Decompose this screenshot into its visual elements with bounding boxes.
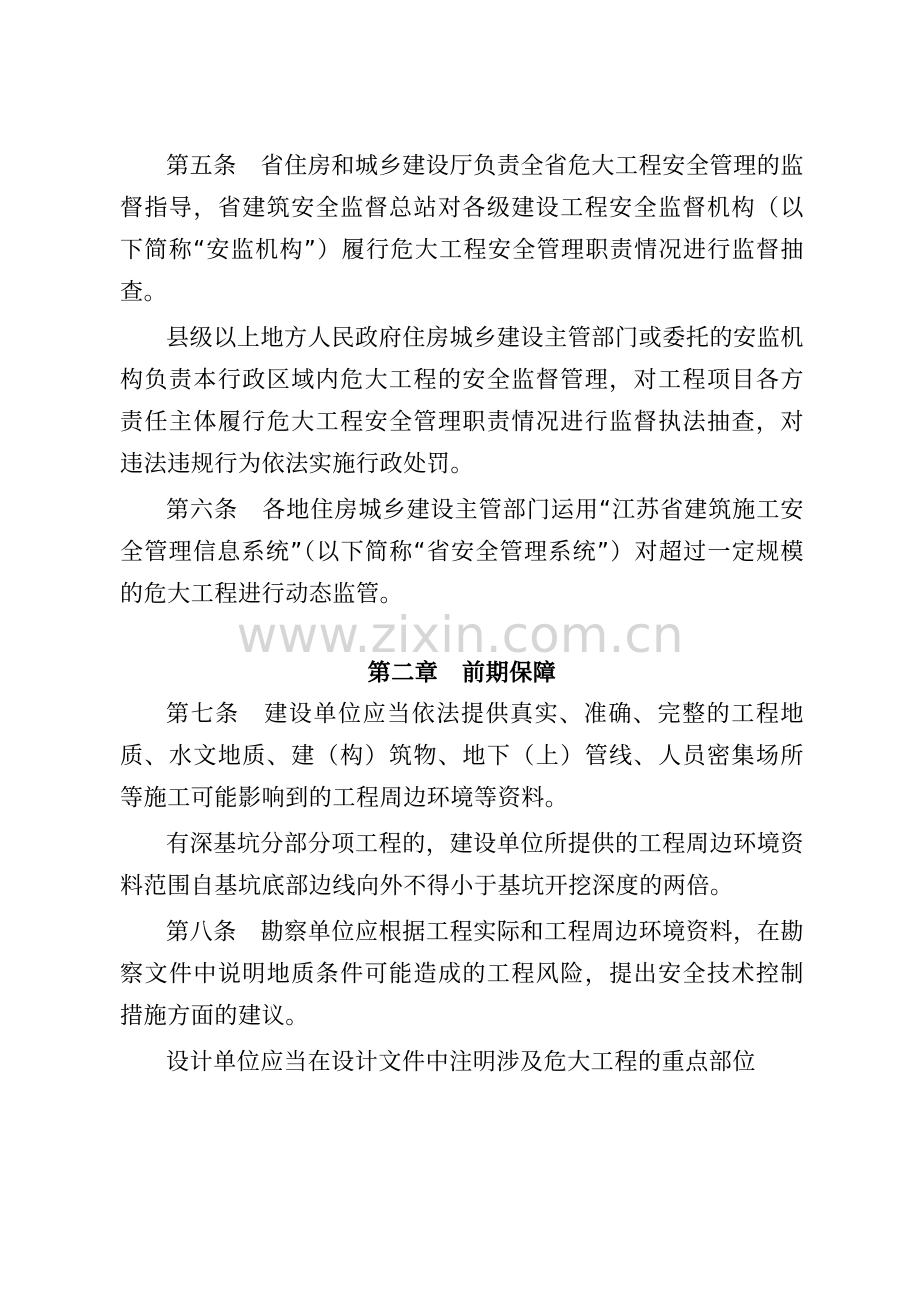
- article-6-paragraph: 第六条 各地住房城乡建设主管部门运用“江苏省建筑施工安全管理信息系统”（以下简称“省安全管理系统”）对超过一定规模的危大工程进行动态监管。: [120, 497, 804, 607]
- article-8-paragraph: 第八条 勘察单位应根据工程实际和工程周边环境资料，在勘察文件中说明地质条件可能造成的工程风险，提出安全技术控制措施方面的建议。: [120, 919, 804, 1029]
- deep-foundation-paragraph: 有深基坑分部分项工程的，建设单位所提供的工程周边环境资料范围自基坑底部边线向外不得小于基坑开挖深度的两倍。: [120, 831, 804, 899]
- chapter-title: 第二章 前期保障: [367, 660, 557, 686]
- design-unit-paragraph: 设计单位应当在设计文件中注明涉及危大工程的重点部位: [166, 1049, 756, 1075]
- county-supervision-paragraph: 县级以上地方人民政府住房城乡建设主管部门或委托的安监机构负责本行政区域内危大工程的安全监督管理，对工程项目各方责任主体履行危大工程安全管理职责情况进行监督执法抽查，对违法违规行为依法实施行政处罚。: [120, 325, 804, 477]
- article-7-paragraph: 第七条 建设单位应当依法提供真实、准确、完整的工程地质、水文地质、建（构）筑物、地下（上）管线、人员密集场所等施工可能影响到的工程周边环境等资料。: [120, 701, 804, 811]
- document-body: [120, 145, 804, 1083]
- watermark: www.zixin.com.cn: [236, 606, 684, 664]
- article-5-paragraph: 第五条 省住房和城乡建设厅负责全省危大工程安全管理的监督指导，省建筑安全监督总站对各级建设工程安全监督机构（以下简称“安监机构”）履行危大工程安全管理职责情况进行监督抽查。: [120, 153, 804, 305]
